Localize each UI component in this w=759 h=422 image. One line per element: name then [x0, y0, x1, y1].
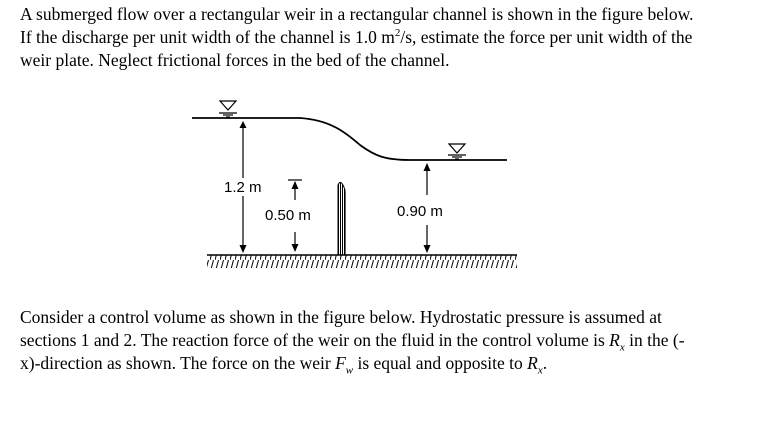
weir-plate: [338, 182, 345, 255]
cv-line-3-text-mid: is equal and opposite to: [353, 353, 528, 373]
cv-line-3-text: x)-direction as shown. The force on the weir: [20, 353, 336, 373]
upstream-water-level-symbol: [219, 101, 237, 117]
reaction-force-subscript-2: x: [537, 364, 543, 377]
problem-line-1: A submerged flow over a rectangular weir in a rectangular channel is shown in the figure below.: [20, 4, 694, 24]
problem-line-3: weir plate. Neglect frictional forces in the bed of the channel.: [20, 50, 450, 70]
upstream-depth-label: 1.2 m: [224, 179, 262, 196]
cv-line-3: [20, 352, 745, 375]
cv-line-3-period: .: [542, 353, 548, 373]
weir-force-subscript: w: [345, 364, 354, 377]
problem-line-2-text: If the discharge per unit width of the channel is 1.0 m: [20, 27, 395, 47]
bed-hatching: [207, 255, 517, 268]
weir-height-label: 0.50 m: [265, 207, 311, 224]
cv-line-2-text: sections 1 and 2. The reaction force of the weir on the fluid in the control volume is: [20, 330, 610, 350]
reaction-force-symbol-2: R: [527, 353, 538, 373]
weir-force-symbol: F: [335, 353, 346, 373]
reaction-force-symbol: R: [609, 330, 620, 350]
problem-line-2-text-end: /s, estimate the force per unit width of the: [400, 27, 693, 47]
cv-line-2: [20, 329, 745, 352]
downstream-water-level-symbol: [448, 144, 466, 159]
cv-line-1: Consider a control volume as shown in the figure below. Hydrostatic pressure is assumed at: [20, 307, 662, 327]
reaction-force-subscript: x: [619, 341, 625, 354]
cv-line-2-text-end: in the (-: [624, 330, 685, 350]
downstream-depth-label: 0.90 m: [397, 203, 443, 220]
control-volume-text: [20, 306, 745, 375]
water-surface: [192, 118, 507, 160]
unit-superscript: 2: [394, 27, 401, 40]
